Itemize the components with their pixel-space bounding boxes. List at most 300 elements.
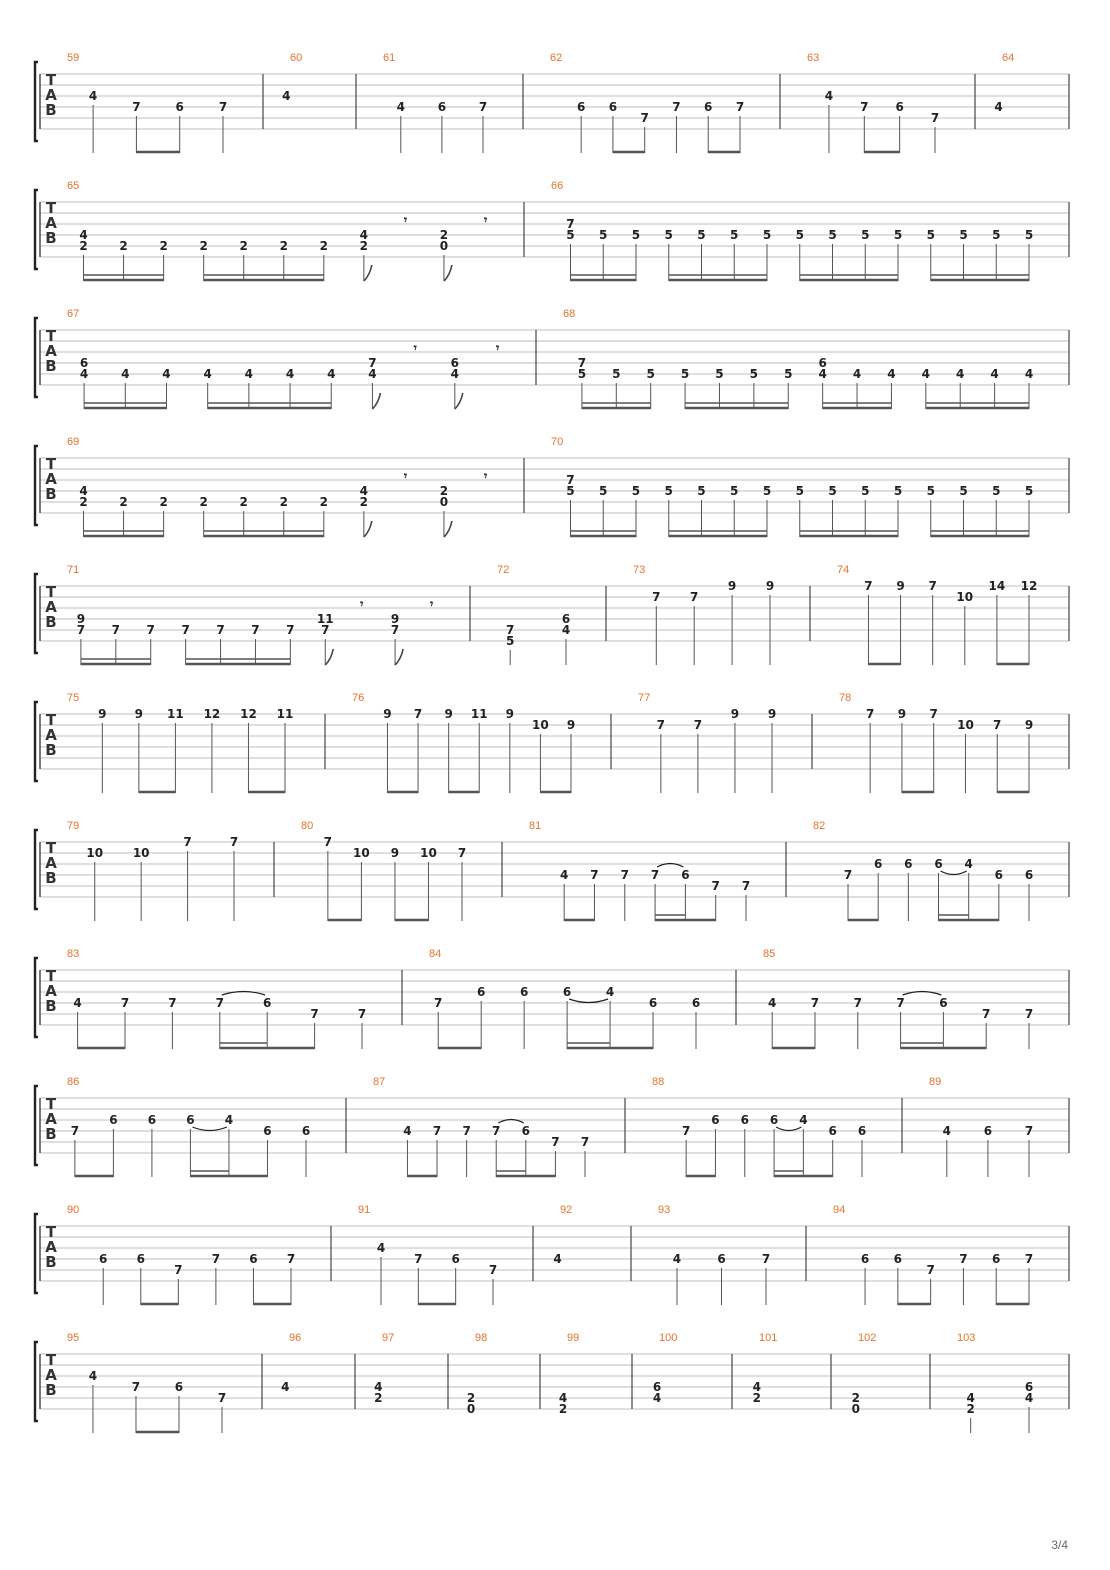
measure-number: 84 bbox=[429, 948, 442, 960]
note-flag bbox=[455, 393, 463, 409]
fret-number: 7 bbox=[183, 835, 192, 849]
note-flag bbox=[364, 521, 372, 537]
measure bbox=[67, 52, 227, 153]
fret-number: 4 bbox=[558, 1391, 568, 1405]
fret-number: 4 bbox=[359, 484, 369, 498]
measure-number: 80 bbox=[301, 820, 314, 832]
fret-number: 2 bbox=[319, 239, 328, 253]
fret-number: 7 bbox=[959, 1252, 968, 1266]
fret-number: 7 bbox=[566, 217, 575, 231]
system-bracket bbox=[35, 1086, 38, 1165]
system-bracket bbox=[35, 702, 38, 781]
tie-arc bbox=[941, 871, 967, 875]
measure-number: 62 bbox=[550, 52, 563, 64]
tab-system bbox=[35, 308, 1069, 409]
fret-number: 4 bbox=[956, 367, 965, 381]
fret-number: 7 bbox=[111, 623, 120, 637]
measure bbox=[833, 1204, 1033, 1305]
measure bbox=[551, 436, 1033, 537]
fret-number: 4 bbox=[73, 996, 82, 1010]
fret-number: 2 bbox=[159, 239, 168, 253]
tab-clef-letter: A bbox=[45, 342, 57, 360]
measure-number: 86 bbox=[67, 1076, 80, 1088]
fret-number: 7 bbox=[218, 100, 228, 114]
measure bbox=[301, 820, 466, 921]
fret-number: 6 bbox=[711, 1113, 720, 1127]
fret-number: 7 bbox=[761, 1252, 771, 1266]
fret-number: 5 bbox=[1024, 484, 1034, 498]
fret-number: 5 bbox=[646, 367, 655, 381]
eighth-rest: 𝄾 bbox=[484, 469, 488, 483]
fret-number: 2 bbox=[119, 239, 128, 253]
fret-number: 5 bbox=[715, 367, 724, 381]
fret-number: 4 bbox=[88, 89, 98, 103]
fret-number: 7 bbox=[650, 868, 660, 882]
fret-number: 7 bbox=[566, 473, 575, 487]
measure bbox=[763, 948, 1033, 1049]
measure-number: 97 bbox=[382, 1332, 395, 1344]
fret-number: 4 bbox=[224, 1113, 234, 1127]
fret-number: 6 bbox=[704, 100, 713, 114]
fret-number: 6 bbox=[893, 1252, 903, 1266]
tab-clef-letter: B bbox=[45, 101, 57, 119]
fret-number: 7 bbox=[1024, 1252, 1034, 1266]
fret-number: 4 bbox=[553, 1252, 562, 1266]
fret-number: 6 bbox=[576, 100, 586, 114]
fret-number: 5 bbox=[697, 228, 706, 242]
fret-number: 2 bbox=[359, 239, 369, 253]
measure bbox=[358, 1204, 497, 1305]
fret-number: 6 bbox=[691, 996, 701, 1010]
fret-number: 7 bbox=[853, 996, 862, 1010]
fret-number: 4 bbox=[359, 228, 369, 242]
measure-number: 59 bbox=[67, 52, 80, 64]
measure bbox=[67, 1076, 310, 1177]
fret-number: 4 bbox=[403, 1124, 412, 1138]
fret-number: 2 bbox=[279, 239, 288, 253]
measure-number: 82 bbox=[813, 820, 826, 832]
note-flag bbox=[325, 649, 333, 665]
eighth-rest: 𝄾 bbox=[360, 597, 364, 611]
fret-number: 6 bbox=[562, 985, 572, 999]
measure-number: 75 bbox=[67, 692, 80, 704]
fret-number: 7 bbox=[652, 590, 661, 604]
measure-number: 101 bbox=[759, 1332, 778, 1344]
fret-number: 2 bbox=[199, 495, 208, 509]
fret-number: 5 bbox=[749, 367, 759, 381]
measure-number: 76 bbox=[352, 692, 365, 704]
fret-number: 2 bbox=[439, 228, 449, 242]
fret-number: 6 bbox=[860, 1252, 870, 1266]
fret-number: 4 bbox=[559, 868, 569, 882]
fret-number: 7 bbox=[357, 1007, 367, 1021]
measure-number: 65 bbox=[67, 180, 80, 192]
system-bracket bbox=[35, 62, 38, 141]
fret-number: 12 bbox=[203, 707, 221, 721]
measure bbox=[837, 564, 1037, 665]
tab-system bbox=[35, 820, 1069, 921]
tab-system bbox=[35, 948, 1069, 1049]
fret-number: 5 bbox=[893, 228, 903, 242]
tab-clef-letter: A bbox=[45, 982, 57, 1000]
measure-number: 73 bbox=[633, 564, 646, 576]
measure-number: 74 bbox=[837, 564, 850, 576]
fret-number: 2 bbox=[159, 495, 168, 509]
fret-number: 5 bbox=[697, 484, 706, 498]
fret-number: 2 bbox=[79, 239, 88, 253]
fret-number: 5 bbox=[828, 228, 837, 242]
fret-number: 9 bbox=[76, 612, 86, 626]
fret-number: 5 bbox=[992, 484, 1001, 498]
fret-number: 10 bbox=[957, 718, 974, 732]
measure-number: 94 bbox=[833, 1204, 846, 1216]
fret-number: 2 bbox=[558, 1402, 568, 1416]
measure-number: 95 bbox=[67, 1332, 80, 1344]
fret-number: 7 bbox=[1024, 1124, 1034, 1138]
fret-number: 6 bbox=[994, 868, 1004, 882]
fret-number: 9 bbox=[730, 707, 740, 721]
fret-number: 7 bbox=[865, 707, 875, 721]
measure-number: 61 bbox=[383, 52, 396, 64]
system-bracket bbox=[35, 574, 38, 653]
fret-number: 4 bbox=[450, 367, 459, 381]
tab-clef-letter: A bbox=[45, 470, 57, 488]
fret-number: 6 bbox=[561, 612, 571, 626]
tab-clef-letter: A bbox=[45, 854, 57, 872]
fret-number: 0 bbox=[466, 1402, 476, 1416]
fret-number: 4 bbox=[818, 367, 827, 381]
tab-clef-letter: T bbox=[45, 1223, 57, 1241]
measure bbox=[638, 692, 776, 793]
fret-number: 5 bbox=[992, 228, 1001, 242]
fret-number: 6 bbox=[301, 1124, 311, 1138]
measure-number: 93 bbox=[658, 1204, 671, 1216]
fret-number: 10 bbox=[532, 718, 549, 732]
tab-clef-letter: B bbox=[45, 485, 57, 503]
measure bbox=[852, 1332, 877, 1416]
fret-number: 4 bbox=[824, 89, 834, 103]
system-bracket bbox=[35, 958, 38, 1037]
fret-number: 7 bbox=[168, 996, 177, 1010]
fret-number: 10 bbox=[420, 846, 437, 860]
tab-clef-letter: B bbox=[45, 997, 57, 1015]
fret-number: 7 bbox=[640, 111, 649, 125]
measure bbox=[929, 1076, 1033, 1177]
fret-number: 4 bbox=[768, 996, 777, 1010]
fret-number: 7 bbox=[620, 868, 629, 882]
eighth-rest: 𝄾 bbox=[430, 597, 434, 611]
fret-number: 7 bbox=[693, 718, 703, 732]
fret-number: 7 bbox=[321, 623, 330, 637]
tab-clef-letter: B bbox=[45, 1253, 57, 1271]
fret-number: 6 bbox=[186, 1113, 195, 1127]
fret-number: 6 bbox=[79, 356, 89, 370]
eighth-rest: 𝄾 bbox=[403, 213, 408, 227]
fret-number: 6 bbox=[477, 985, 486, 999]
tab-system bbox=[35, 52, 1069, 153]
measure bbox=[653, 1332, 678, 1405]
fret-number: 7 bbox=[926, 1263, 935, 1277]
fret-number: 4 bbox=[942, 1124, 951, 1138]
fret-number: 7 bbox=[672, 100, 681, 114]
tab-system bbox=[35, 1076, 1069, 1177]
fret-number: 11 bbox=[470, 707, 488, 721]
measure bbox=[373, 1076, 589, 1177]
fret-number: 9 bbox=[98, 707, 107, 721]
tab-clef-letter: A bbox=[45, 1366, 57, 1384]
tab-clef-letter: B bbox=[45, 741, 57, 759]
fret-number: 6 bbox=[1024, 1380, 1034, 1394]
tie-arc bbox=[569, 999, 608, 1003]
fret-number: 6 bbox=[740, 1113, 749, 1127]
measure-number: 88 bbox=[652, 1076, 665, 1088]
measure-number: 60 bbox=[290, 52, 303, 64]
fret-number: 4 bbox=[752, 1380, 761, 1394]
fret-number: 6 bbox=[174, 1380, 184, 1394]
fret-number: 6 bbox=[451, 1252, 460, 1266]
fret-number: 4 bbox=[605, 985, 615, 999]
fret-number: 10 bbox=[956, 590, 974, 604]
fret-number: 7 bbox=[215, 996, 224, 1010]
fret-number: 6 bbox=[109, 1113, 118, 1127]
measure-number: 66 bbox=[551, 180, 564, 192]
fret-number: 5 bbox=[599, 484, 608, 498]
fret-number: 2 bbox=[439, 484, 449, 498]
fret-number: 4 bbox=[652, 1391, 662, 1405]
fret-number: 6 bbox=[175, 100, 184, 114]
fret-number: 6 bbox=[895, 100, 904, 114]
measure-number: 102 bbox=[858, 1332, 877, 1344]
fret-number: 6 bbox=[519, 985, 529, 999]
eighth-rest: 𝄾 bbox=[496, 341, 500, 355]
fret-number: 7 bbox=[930, 111, 940, 125]
fret-number: 7 bbox=[462, 1124, 471, 1138]
fret-number: 5 bbox=[1024, 228, 1034, 242]
note-flag bbox=[364, 265, 372, 281]
measure bbox=[67, 308, 500, 409]
fret-number: 5 bbox=[577, 367, 587, 381]
fret-number: 7 bbox=[1024, 1007, 1034, 1021]
fret-number: 6 bbox=[717, 1252, 726, 1266]
fret-number: 9 bbox=[767, 707, 777, 721]
measure-number: 71 bbox=[67, 564, 80, 576]
fret-number: 7 bbox=[681, 1124, 691, 1138]
measure bbox=[374, 1332, 394, 1405]
fret-number: 2 bbox=[966, 1402, 975, 1416]
fret-number: 5 bbox=[861, 228, 870, 242]
fret-number: 6 bbox=[874, 857, 883, 871]
measure bbox=[559, 1332, 579, 1416]
measure bbox=[67, 948, 366, 1049]
measure-number: 99 bbox=[567, 1332, 580, 1344]
fret-number: 7 bbox=[76, 623, 86, 637]
fret-number: 14 bbox=[988, 579, 1006, 593]
fret-number: 12 bbox=[240, 707, 257, 721]
tab-clef-letter: T bbox=[45, 1095, 57, 1113]
fret-number: 7 bbox=[982, 1007, 991, 1021]
measure-number: 77 bbox=[638, 692, 651, 704]
fret-number: 6 bbox=[939, 996, 948, 1010]
fret-number: 7 bbox=[390, 623, 400, 637]
measure-number: 92 bbox=[560, 1204, 573, 1216]
fret-number: 4 bbox=[121, 367, 130, 381]
measure bbox=[563, 308, 1033, 409]
fret-number: 2 bbox=[239, 239, 248, 253]
fret-number: 5 bbox=[631, 228, 641, 242]
fret-number: 4 bbox=[282, 89, 291, 103]
tab-system bbox=[35, 1332, 1069, 1433]
fret-number: 7 bbox=[181, 623, 190, 637]
fret-number: 6 bbox=[681, 868, 690, 882]
fret-number: 7 bbox=[551, 1135, 560, 1149]
fret-number: 2 bbox=[319, 495, 328, 509]
fret-number: 4 bbox=[396, 100, 405, 114]
fret-number: 7 bbox=[413, 707, 423, 721]
measure bbox=[67, 436, 488, 537]
page-number: 3/4 bbox=[1051, 1538, 1068, 1552]
measure-number: 89 bbox=[929, 1076, 942, 1088]
tab-clef-letter: T bbox=[45, 71, 57, 89]
measure-number: 68 bbox=[563, 308, 576, 320]
measure bbox=[753, 1332, 778, 1405]
system-bracket bbox=[35, 830, 38, 909]
fret-number: 5 bbox=[664, 484, 673, 498]
measure-number: 81 bbox=[529, 820, 542, 832]
fret-number: 6 bbox=[904, 857, 913, 871]
measure bbox=[550, 52, 744, 153]
fret-number: 7 bbox=[656, 718, 666, 732]
fret-number: 7 bbox=[120, 996, 130, 1010]
tab-system bbox=[35, 692, 1069, 793]
fret-number: 7 bbox=[251, 623, 260, 637]
fret-number: 6 bbox=[147, 1113, 157, 1127]
tab-clef-letter: A bbox=[45, 1238, 57, 1256]
fret-number: 4 bbox=[994, 100, 1003, 114]
tab-clef-letter: T bbox=[45, 839, 57, 857]
system-bracket bbox=[35, 446, 38, 525]
fret-number: 5 bbox=[680, 367, 690, 381]
measure bbox=[553, 1204, 572, 1266]
fret-number: 2 bbox=[359, 495, 369, 509]
fret-number: 6 bbox=[1024, 868, 1034, 882]
tab-clef-letter: B bbox=[45, 613, 57, 631]
system-bracket bbox=[35, 190, 38, 269]
fret-number: 2 bbox=[851, 1391, 860, 1405]
tab-clef-letter: B bbox=[45, 229, 57, 247]
tab-system bbox=[35, 564, 1069, 665]
measure-number: 100 bbox=[659, 1332, 678, 1344]
measure bbox=[67, 564, 434, 665]
tab-clef-letter: A bbox=[45, 1110, 57, 1128]
fret-number: 7 bbox=[929, 707, 938, 721]
fret-number: 7 bbox=[216, 623, 225, 637]
note-flag bbox=[444, 521, 452, 537]
fret-number: 9 bbox=[765, 579, 775, 593]
fret-number: 6 bbox=[648, 996, 658, 1010]
tab-clef-letter: A bbox=[45, 214, 57, 232]
fret-number: 6 bbox=[652, 1380, 662, 1394]
measure bbox=[658, 1204, 770, 1305]
fret-number: 4 bbox=[203, 367, 212, 381]
tab-clef-letter: T bbox=[45, 455, 57, 473]
measure bbox=[67, 1204, 295, 1305]
fret-number: 4 bbox=[374, 1380, 383, 1394]
fret-number: 7 bbox=[286, 1252, 296, 1266]
fret-number: 9 bbox=[897, 707, 907, 721]
tab-clef-letter: B bbox=[45, 357, 57, 375]
fret-number: 6 bbox=[437, 100, 447, 114]
measure-number: 67 bbox=[67, 308, 80, 320]
fret-number: 5 bbox=[566, 228, 575, 242]
fret-number: 4 bbox=[79, 367, 89, 381]
fret-number: 5 bbox=[566, 484, 575, 498]
measure-number: 85 bbox=[763, 948, 776, 960]
measure bbox=[67, 1332, 226, 1433]
fret-number: 7 bbox=[928, 579, 937, 593]
system-bracket bbox=[35, 1342, 38, 1421]
eighth-rest: 𝄾 bbox=[484, 213, 488, 227]
fret-number: 6 bbox=[828, 1124, 837, 1138]
fret-number: 7 bbox=[590, 868, 599, 882]
fret-number: 7 bbox=[229, 835, 239, 849]
tab-system bbox=[35, 1204, 1069, 1305]
fret-number: 10 bbox=[86, 846, 104, 860]
fret-number: 9 bbox=[505, 707, 515, 721]
tab-clef-letter: T bbox=[45, 199, 57, 217]
measure-number: 83 bbox=[67, 948, 80, 960]
measure bbox=[67, 692, 293, 793]
tab-clef-letter: T bbox=[45, 1351, 57, 1369]
fret-number: 4 bbox=[921, 367, 931, 381]
fret-number: 4 bbox=[852, 367, 862, 381]
fret-number: 4 bbox=[285, 367, 295, 381]
measure-number: 79 bbox=[67, 820, 80, 832]
fret-number: 4 bbox=[79, 228, 88, 242]
measure-number: 69 bbox=[67, 436, 80, 448]
measure bbox=[383, 52, 487, 153]
fret-number: 7 bbox=[432, 1124, 442, 1138]
fret-number: 4 bbox=[964, 857, 973, 871]
fret-number: 11 bbox=[167, 707, 184, 721]
fret-number: 5 bbox=[959, 484, 968, 498]
fret-number: 7 bbox=[711, 879, 720, 893]
fret-number: 4 bbox=[966, 1391, 975, 1405]
fret-number: 6 bbox=[136, 1252, 145, 1266]
fret-number: 4 bbox=[244, 367, 254, 381]
measure bbox=[67, 180, 488, 281]
fret-number: 9 bbox=[1024, 718, 1034, 732]
fret-number: 7 bbox=[577, 356, 587, 370]
fret-number: 0 bbox=[439, 495, 449, 509]
fret-number: 5 bbox=[926, 228, 935, 242]
fret-number: 7 bbox=[286, 623, 295, 637]
tab-clef-letter: B bbox=[45, 1125, 57, 1143]
measure-number: 91 bbox=[358, 1204, 371, 1216]
fret-number: 2 bbox=[239, 495, 248, 509]
system-bracket bbox=[35, 318, 38, 397]
tab-system bbox=[35, 436, 1069, 537]
fret-number: 7 bbox=[864, 579, 873, 593]
fret-number: 4 bbox=[376, 1241, 386, 1255]
fret-number: 4 bbox=[672, 1252, 682, 1266]
note-flag bbox=[372, 393, 380, 409]
fret-number: 6 bbox=[992, 1252, 1001, 1266]
fret-number: 4 bbox=[88, 1369, 98, 1383]
fret-number: 2 bbox=[279, 495, 288, 509]
fret-number: 5 bbox=[926, 484, 935, 498]
fret-number: 6 bbox=[521, 1124, 530, 1138]
fret-number: 5 bbox=[762, 228, 772, 242]
